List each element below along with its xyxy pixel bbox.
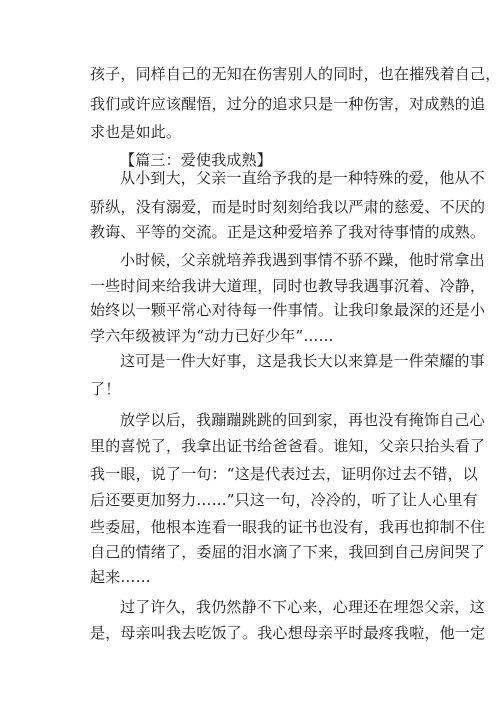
text-line: 放学以后，我蹦蹦跳跳的回到家，再也没有掩饰自己心 — [120, 411, 485, 429]
text-line: 过了许久，我仍然静不下心来，心理还在埋怨父亲，这 — [120, 598, 485, 616]
text-line: 是，母亲叫我去吃饭了。我心想母亲平时最疼我啦，他一定 — [90, 624, 486, 642]
text-line: 孩子，同样自己的无知在伤害别人的同时，也在摧残着自己， — [90, 65, 500, 83]
text-line: 学六年级被评为“动力已好少年”…… — [90, 327, 334, 345]
text-line: 小时候，父亲就培养我遇到事情不骄不躁，他时常拿出 — [120, 251, 485, 269]
text-line: 一些时间来给我讲大道理，同时也教导我遇事沉着、冷静， — [90, 277, 486, 295]
text-line: 我一眼，说了一句：“这是代表过去，证明你过去不错，以 — [90, 465, 478, 483]
text-line: 了！ — [90, 380, 121, 398]
text-line: 我们或许应该醒悟，过分的追求只是一种伤害，对成熟的追 — [90, 95, 486, 113]
text-line: 起来…… — [90, 568, 151, 586]
text-line: 后还要更加努力……”只这一句，冷冷的，听了让人心里有 — [90, 491, 478, 509]
text-line: 骄纵，没有溺爱，而是时时刻刻给我以严肃的慈爱、不厌的 — [90, 198, 486, 216]
text-line: 自己的情绪了，委屈的泪水滴了下来，我回到自己房间哭了 — [90, 543, 486, 561]
text-line: 这可是一件大好事，这是我长大以来算是一件荣耀的事 — [120, 352, 485, 370]
text-line: 些委屈，他根本连看一眼我的证书也没有，我再也抑制不住 — [90, 518, 486, 536]
text-line: 始终以一颗平常心对待每一件事情。让我印象最深的还是小 — [90, 301, 486, 319]
text-line: 教诲、平等的交流。正是这种爱培养了我对待事情的成熟。 — [90, 223, 486, 241]
text-line: 从小到大，父亲一直给予我的是一种特殊的爱，他从不 — [120, 169, 485, 187]
text-line: 求也是如此。 — [90, 123, 182, 141]
text-line: 里的喜悦了，我拿出证书给爸爸看。谁知，父亲只抬头看了 — [90, 437, 486, 455]
section-heading: 【篇三：爱使我成熟】 — [120, 151, 273, 169]
